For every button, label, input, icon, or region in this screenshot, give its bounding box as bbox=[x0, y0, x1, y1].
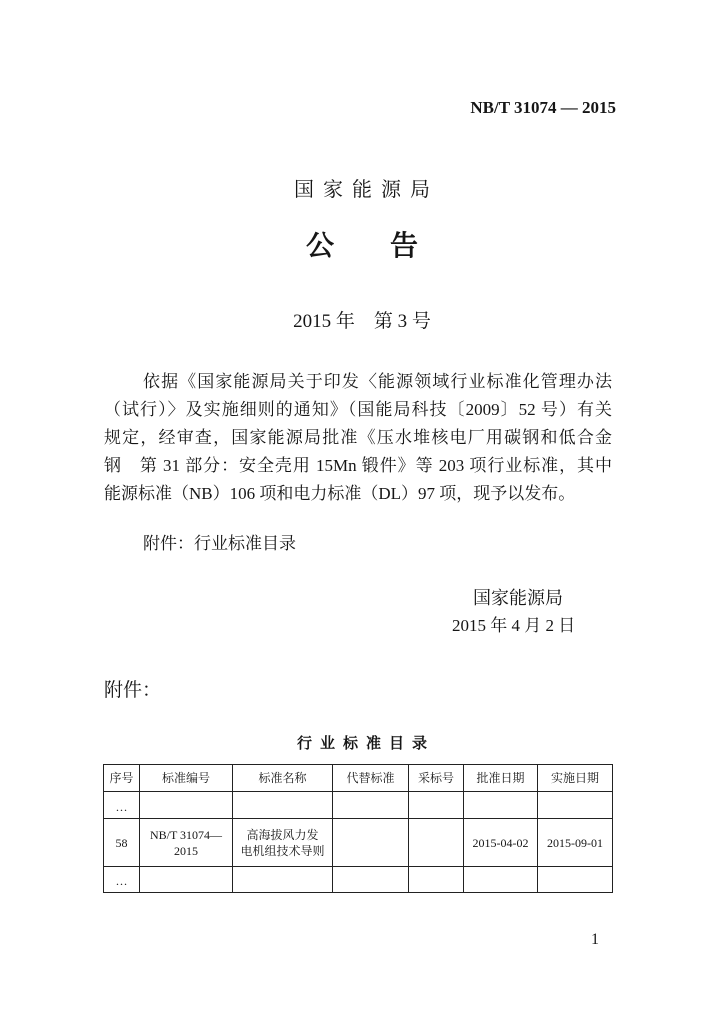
header-cell-standard-name: 标准名称 bbox=[233, 765, 333, 792]
document-type-heading: 公告 bbox=[305, 230, 474, 261]
table-cell bbox=[333, 867, 409, 893]
header-cell-adopted-standard: 采标号 bbox=[409, 765, 464, 792]
table-row bbox=[104, 867, 613, 893]
table-cell bbox=[140, 792, 233, 819]
table-header-row bbox=[104, 765, 613, 792]
table-cell: 2015-09-01 bbox=[538, 819, 613, 867]
table-cell bbox=[409, 867, 464, 893]
table-cell: … bbox=[104, 792, 140, 819]
announcement-body bbox=[104, 368, 612, 508]
header-cell-serial: 序号 bbox=[104, 765, 140, 792]
attachment-note: 附件：行业标准目录 bbox=[143, 534, 296, 553]
table-cell bbox=[464, 867, 538, 893]
signature-date: 2015 年 4 月 2 日 bbox=[452, 616, 576, 635]
body-line: 钢 第 31 部分：安全壳用 15Mn 锻件》等 203 项行业标准，其中 bbox=[104, 456, 612, 475]
table-cell bbox=[464, 792, 538, 819]
header-cell-standard-number: 标准编号 bbox=[140, 765, 233, 792]
table-row bbox=[104, 792, 613, 819]
table-cell: 2015-04-02 bbox=[464, 819, 538, 867]
appendix-title: 行业标准目录 bbox=[296, 735, 435, 752]
standard-number: NB/T 31074 — 2015 bbox=[470, 98, 616, 117]
table-cell bbox=[333, 792, 409, 819]
table-cell bbox=[538, 867, 613, 893]
table-cell: … bbox=[104, 867, 140, 893]
table-cell bbox=[233, 867, 333, 893]
table-cell bbox=[140, 867, 233, 893]
signature-organization: 国家能源局 bbox=[473, 588, 563, 608]
header-cell-effective-date: 实施日期 bbox=[538, 765, 613, 792]
appendix-label: 附件： bbox=[104, 680, 162, 701]
table-cell bbox=[233, 792, 333, 819]
body-line: 依据《国家能源局关于印发〈能源领域行业标准化管理办法 bbox=[143, 372, 612, 391]
standards-table bbox=[103, 764, 613, 893]
table-cell: 58 bbox=[104, 819, 140, 867]
table-cell bbox=[538, 792, 613, 819]
table-cell bbox=[409, 819, 464, 867]
document-number: 2015 年 第 3 号 bbox=[293, 311, 431, 332]
table-cell: 高海拔风力发 电机组技术导则 bbox=[233, 819, 333, 867]
header-cell-approval-date: 批准日期 bbox=[464, 765, 538, 792]
header-cell-replaced-standard: 代替标准 bbox=[333, 765, 409, 792]
table-cell bbox=[409, 792, 464, 819]
table-cell: NB/T 31074— 2015 bbox=[140, 819, 233, 867]
body-line: （试行）〉及实施细则的通知》（国能局科技〔2009〕52 号）有关 bbox=[104, 400, 612, 419]
issuer-heading: 国家能源局 bbox=[294, 179, 439, 201]
page-number: 1 bbox=[591, 931, 599, 948]
body-line: 能源标准（NB）106 项和电力标准（DL）97 项，现予以发布。 bbox=[104, 484, 576, 503]
table-cell bbox=[333, 819, 409, 867]
table-row bbox=[104, 819, 613, 867]
body-line: 规定，经审查，国家能源局批准《压水堆核电厂用碳钢和低合金 bbox=[104, 428, 612, 447]
